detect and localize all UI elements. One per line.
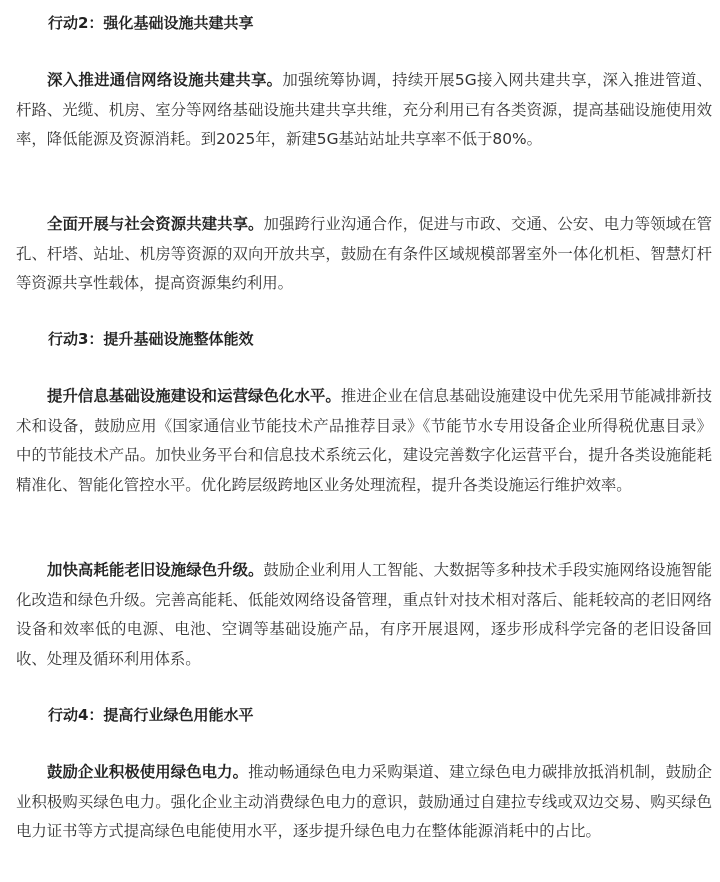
- paragraph-lead: 全面开展与社会资源共建共享。: [47, 215, 264, 233]
- paragraph-body: 推动畅通绿色电力采购渠道、建立绿色电力碳排放抵消机制，鼓励企业积极购买绿色电力。强化企业主动消费绿色电力的意识，鼓励通过自建拉专线或双边交易、购买绿色电力证书等方式提高绿色电能使用水平，逐步提升绿色电力在整体能源消耗中的占比。: [16, 763, 712, 840]
- paragraph-body: 推进企业在信息基础设施建设中优先采用节能减排新技术和设备，鼓励应用《国家通信业节能技术产品推荐目录》《节能节水专用设备企业所得税优惠目录》中的节能技术产品。加快业务平台和信息技术系统云化，建设完善数字化运营平台，提升各类设施能耗精准化、智能化管控水平。优化跨层级跨地区业务处理流程，提升各类设施运行维护效率。: [16, 387, 712, 494]
- paragraph-social-resource-sharing: [16, 210, 712, 299]
- paragraph-green-power: [16, 758, 712, 847]
- paragraph-legacy-upgrade: [16, 556, 712, 674]
- paragraph-network-sharing: [16, 66, 712, 155]
- section-heading-action-2: 行动2：强化基础设施共建共享: [48, 14, 254, 32]
- paragraph-body: 加强跨行业沟通合作，促进与市政、交通、公安、电力等领域在管孔、杆塔、站址、机房等资源的双向开放共享，鼓励在有条件区域规模部署室外一体化机柜、智慧灯杆等资源共享性载体，提高资源集约利用。: [16, 215, 712, 292]
- paragraph-lead: 加快高耗能老旧设施绿色升级。: [47, 561, 264, 579]
- section-heading-action-4: 行动4：提高行业绿色用能水平: [48, 706, 254, 724]
- paragraph-lead: 鼓励企业积极使用绿色电力。: [47, 763, 249, 781]
- paragraph-lead: 深入推进通信网络设施共建共享。: [47, 71, 283, 89]
- paragraph-body: 鼓励企业利用人工智能、大数据等多种技术手段实施网络设施智能化改造和绿色升级。完善高能耗、低能效网络设备管理，重点针对技术相对落后、能耗较高的老旧网络设备和效率低的电源、电池、空调等基础设施产品，有序开展退网，逐步形成科学完备的老旧设备回收、处理及循环利用体系。: [16, 561, 712, 668]
- paragraph-body: 加强统筹协调，持续开展5G接入网共建共享，深入推进管道、杆路、光缆、机房、室分等网络基础设施共建共享共维，充分利用已有各类资源，提高基础设施使用效率，降低能源及资源消耗。到2025年，新建5G基站站址共享率不低于80%。: [16, 71, 712, 148]
- paragraph-lead: 提升信息基础设施建设和运营绿色化水平。: [47, 387, 341, 405]
- section-heading-action-3: 行动3：提升基础设施整体能效: [48, 330, 254, 348]
- paragraph-green-operations: [16, 382, 712, 500]
